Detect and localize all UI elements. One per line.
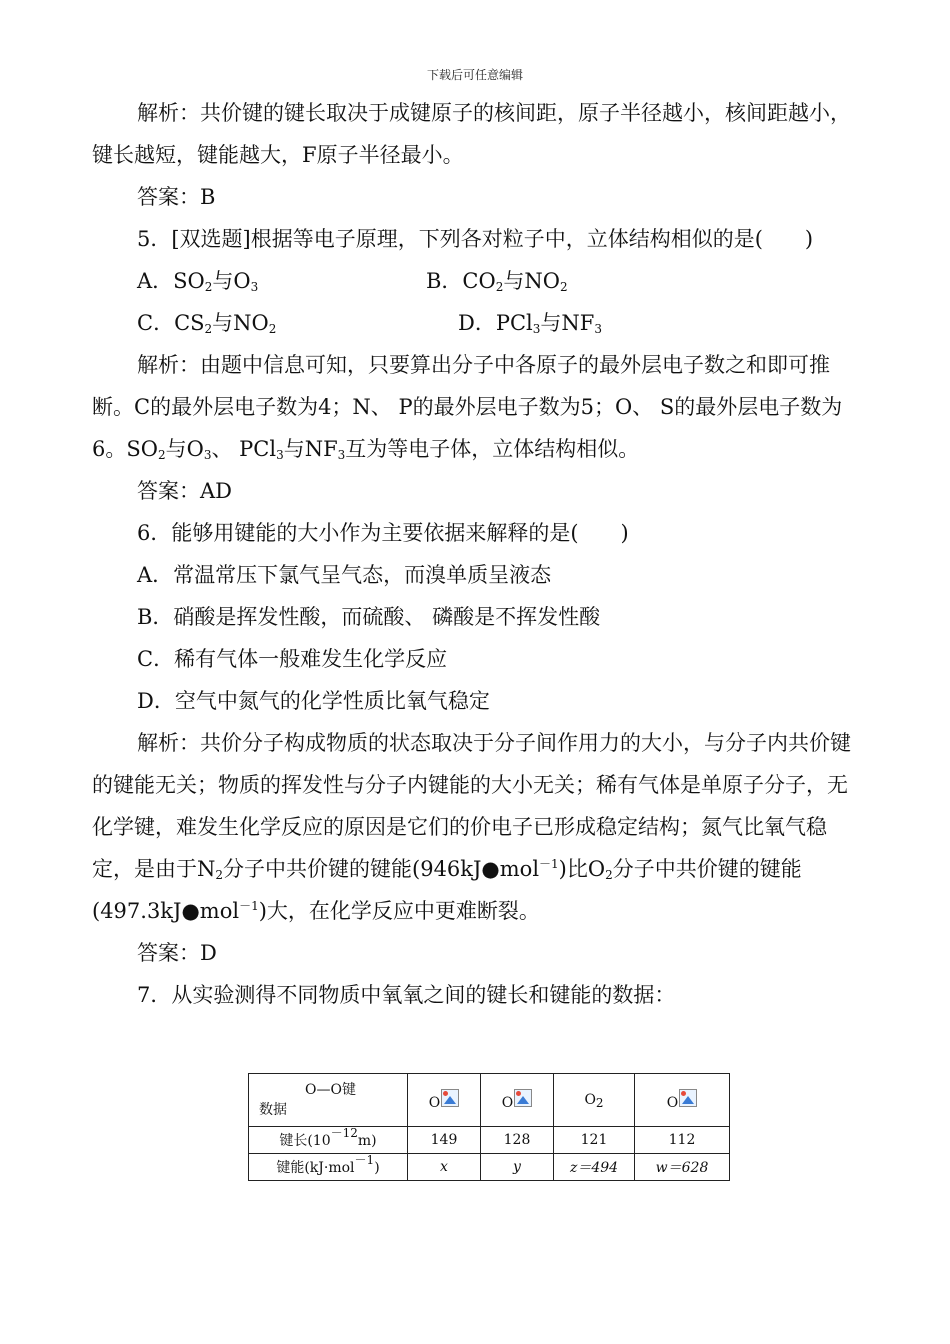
- answer-4: 答案：B: [137, 185, 216, 209]
- option-6d: D．空气中氮气的化学性质比氧气稳定: [137, 689, 490, 713]
- question-6-stem: 6．能够用键能的大小作为主要依据来解释的是( ): [137, 521, 629, 545]
- answer-5: 答案：AD: [137, 479, 233, 503]
- table-cell: z＝494: [554, 1154, 635, 1181]
- option-6a: A．常温常压下氯气呈气态，而溴单质呈液态: [137, 563, 552, 587]
- row-label-bond-length: 键长$(10^{-12}m)$: [249, 1127, 408, 1154]
- explanation-5: 解析：由题中信息可知，只要算出分子中各原子的最外层电子数之和即可推断。C的最外层电子数为4；N、 P的最外层电子数为5；O、 S的最外层电子数为6。$SO_2$与$O_3$、 PCl$_3$与$NF_3$互为等电子体，立体结构相似。: [92, 353, 843, 462]
- page-header: 下载后可任意编辑: [426, 68, 523, 82]
- option-6b: B．硝酸是挥发性酸，而硫酸、 磷酸是不挥发性酸: [137, 605, 601, 629]
- table-cell: y: [481, 1154, 554, 1181]
- explanation-4: 解析：共价键的键长取决于成键原子的核间距，原子半径越小，核间距越小，键长越短，键能越大，F原子半径最小。: [92, 101, 851, 167]
- option-5a: A．$SO_2$与$O_3$: [137, 269, 259, 294]
- question-5-stem: 5．[双选题]根据等电子原理，下列各对粒子中，立体结构相似的是( ): [137, 227, 814, 251]
- table-cell: 149: [408, 1127, 481, 1154]
- question-7-stem: 7．从实验测得不同物质中氧氧之间的键长和键能的数据：: [137, 983, 676, 1007]
- document-body: [92, 92, 860, 1016]
- table-header-label: O—O键 数据: [249, 1074, 408, 1127]
- table-header-row: [249, 1074, 730, 1127]
- table-cell: 112: [635, 1127, 730, 1154]
- col-species-2: O: [481, 1074, 554, 1127]
- broken-image-icon: [514, 1089, 532, 1107]
- col-species-4: O: [635, 1074, 730, 1127]
- question-5-options-cd: [92, 302, 860, 344]
- row-label-bond-energy: 键能(kJ·mol$^{-1}$): [249, 1154, 408, 1181]
- broken-image-icon: [679, 1089, 697, 1107]
- option-6c: C．稀有气体一般难发生化学反应: [137, 647, 448, 671]
- option-5d: D．PCl$_3$与$NF_3$: [458, 311, 602, 336]
- broken-image-icon: [441, 1089, 459, 1107]
- table-row: [249, 1127, 730, 1154]
- bond-data-table: [248, 1073, 730, 1181]
- option-5b: B．$CO_2$与$NO_2$: [426, 269, 568, 294]
- answer-6: 答案：D: [137, 941, 217, 965]
- table-cell: w＝628: [635, 1154, 730, 1181]
- option-5c: C．$CS_2$与$NO_2$: [137, 311, 277, 336]
- table-cell: 128: [481, 1127, 554, 1154]
- col-species-o2: $O_2$: [554, 1074, 635, 1127]
- question-5-options-ab: [92, 260, 860, 302]
- table-row: [249, 1154, 730, 1181]
- table-cell: x: [408, 1154, 481, 1181]
- col-species-1: O: [408, 1074, 481, 1127]
- explanation-6: 解析：共价分子构成物质的状态取决于分子间作用力的大小，与分子内共价键的键能无关；物质的挥发性与分子内键能的大小无关；稀有气体是单原子分子，无化学键，难发生化学反应的原因是它们的价电子已形成稳定结构；氮气比氧气稳定，是由于$N_2$分子中共价键的键能(946kJ●mol$^{-1}$)比$O_2$分子中共价键的键能(497.3kJ●mol$^{-1}$)大，在化学反应中更难断裂。: [92, 731, 851, 923]
- table-cell: 121: [554, 1127, 635, 1154]
